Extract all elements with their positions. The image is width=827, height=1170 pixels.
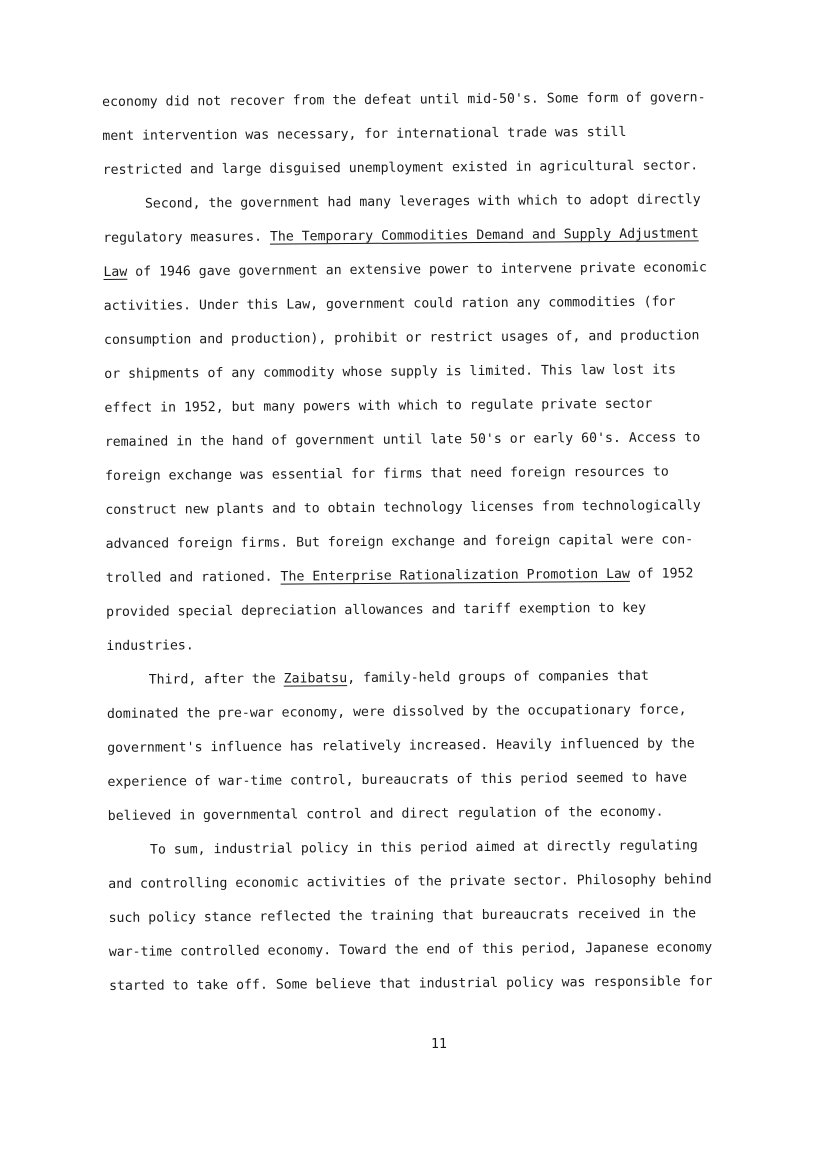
text-segment: trolled and rationed. — [105, 569, 281, 586]
paragraph-summary-start: To sum, industrial policy in this period aimed at directly regulating — [149, 838, 698, 858]
text-line — [103, 251, 753, 290]
text-segment: regulatory measures. — [103, 229, 270, 246]
text-line — [103, 217, 753, 256]
text-line: effect in 1952, but many powers with which to regulate private sector — [104, 396, 653, 416]
text-segment: , family-held groups of companies that — [347, 668, 649, 687]
law-title-enterprise: The Enterprise Rationalization Promotion Law — [280, 566, 630, 585]
text-line: restricted and large disguised unemployment existed in agricultural sector. — [102, 158, 699, 178]
text-line — [106, 557, 756, 596]
text-line: economy did not recover from the defeat until mid-50's. Some form of govern- — [102, 90, 706, 110]
body-text — [102, 81, 759, 1004]
text-line: war-time controlled economy. Toward the end of this period, Japanese economy — [108, 940, 713, 960]
text-line: foreign exchange was essential for firms that need foreign resources to — [105, 464, 669, 484]
text-line: construct new plants and to obtain technology licenses from technologically — [105, 498, 701, 518]
text-line: provided special depreciation allowances and tariff exemption to key — [106, 600, 647, 620]
text-line: government's influence has relatively increased. Heavily influenced by the — [107, 736, 695, 756]
text-line: remained in the hand of government until late 50's or early 60's. Access to — [104, 430, 701, 450]
text-line: or shipments of any commodity whose supply is limited. This law lost its — [104, 362, 676, 382]
text-line: consumption and production), prohibit or restrict usages of, and production — [103, 328, 700, 348]
paragraph-third-start — [107, 659, 757, 698]
text-line: ment intervention was necessary, for international trade was still — [102, 124, 627, 144]
text-line: activities. Under this Law, government could ration any commodities (for — [103, 294, 676, 314]
text-segment: Third, after the — [148, 671, 284, 688]
text-segment: of 1952 — [629, 566, 694, 582]
text-line: industries. — [106, 638, 194, 654]
text-line: experience of war-time control, bureaucrats of this period seemed to have — [107, 770, 688, 790]
text-line: such policy stance reflected the training that bureaucrats received in the — [108, 906, 697, 926]
page-number: 11 — [431, 1037, 447, 1052]
text-line: dominated the pre-war economy, were dissolved by the occupationary force, — [106, 702, 687, 722]
paragraph-second-start: Second, the government had many leverages with which to adopt directly — [144, 192, 701, 212]
law-title-commodities-end: Law — [103, 264, 128, 280]
text-line: and controlling economic activities of the private sector. Philosophy behind — [108, 872, 712, 892]
text-line: started to take off. Some believe that industrial policy was responsible for — [109, 974, 713, 994]
text-line: believed in governmental control and direct regulation of the economy. — [107, 804, 664, 824]
text-segment: of 1946 gave government an extensive power to intervene private economic — [127, 260, 707, 280]
term-zaibatsu: Zaibatsu — [283, 671, 348, 687]
law-title-commodities: The Temporary Commodities Demand and Supply Adjustment — [269, 226, 699, 245]
text-line: advanced foreign firms. But foreign exchange and foreign capital were con- — [105, 532, 694, 552]
